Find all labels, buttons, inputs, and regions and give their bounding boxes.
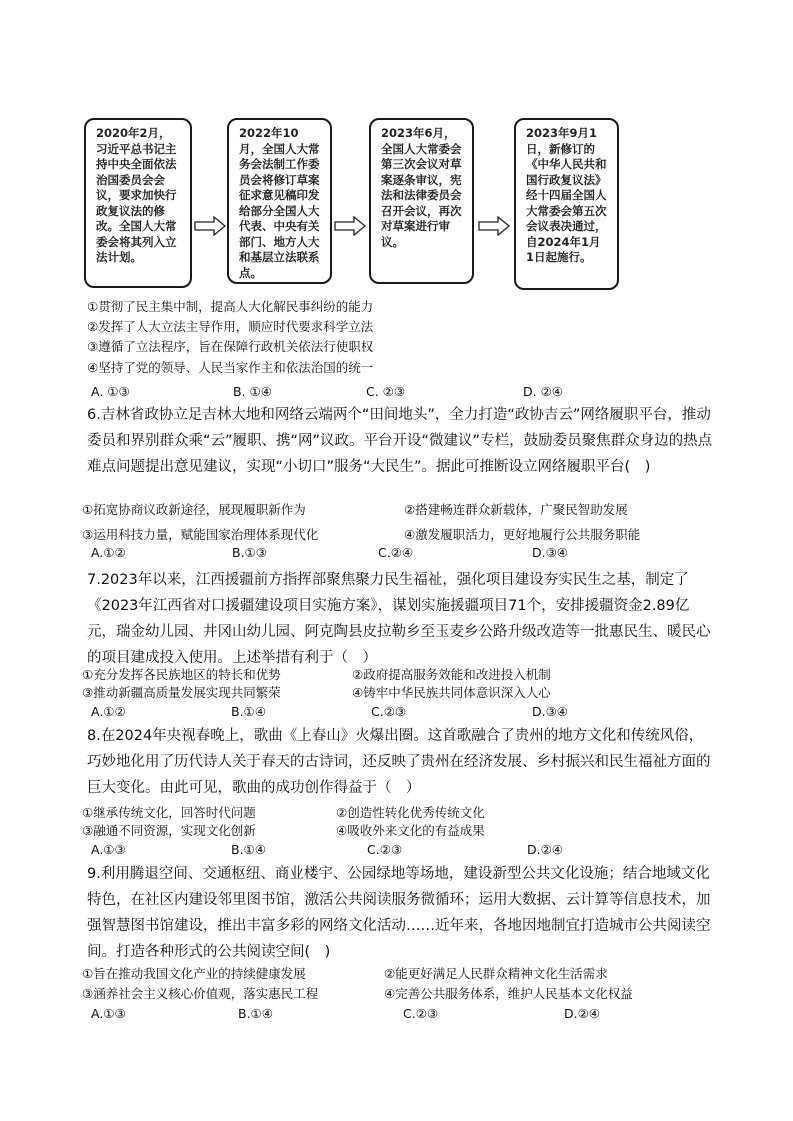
- q9-option-2: ②能更好满足人民群众精神文化生活需求: [384, 966, 608, 981]
- q8-option-4: ④吸收外来文化的有益成果: [336, 823, 485, 838]
- q6-stem: 6.吉林省政协立足吉林大地和网络云端两个“田间地头”，全力打造“政协吉云”网络履职平台，推动委员和界别群众乘“云”履职、携“网”议政。平台开设“微建议”专栏，鼓励委员聚焦群众身边的热点难点问题提出意见建议，实现“小切口”服务“大民生”。据此可推断设立网络履职平台( ): [87, 407, 713, 475]
- q8-option-1: ①继承传统文化，回答时代问题: [82, 805, 256, 820]
- choice-d: D.③④: [532, 704, 569, 719]
- q8-choices: [91, 842, 691, 860]
- q6-option-4: ④激发履职活力，更好地履行公共服务职能: [404, 527, 641, 542]
- flow-step-3: 2023年6月，全国人大常委会第三次会议对草案逐条审议，宪法和法律委员会召开会议，再次对草案进行审议。: [369, 118, 474, 284]
- right-arrow-icon: [194, 216, 226, 236]
- q6-choices: [91, 545, 691, 563]
- choice-b: B.①③: [232, 545, 267, 560]
- choice-b: B.①④: [231, 704, 266, 719]
- q7-option-1: ①充分发挥各民族地区的特长和优势: [82, 667, 281, 682]
- choice-b: B.①④: [231, 842, 266, 857]
- q5-option-1: ①贯彻了民主集中制，提高人大化解民事纠纷的能力: [87, 299, 374, 314]
- q6-option-1: ①拓宽协商议政新途径，展现履职新作为: [82, 502, 306, 517]
- q6-option-3: ③运用科技力量，赋能国家治理体系现代化: [82, 527, 319, 542]
- q5-option-2: ②发挥了人大立法主导作用，顺应时代要求科学立法: [87, 319, 374, 334]
- q7-choices: [91, 704, 691, 722]
- q5-choices: [91, 384, 691, 402]
- choice-a: A.①③: [91, 842, 126, 857]
- q8-option-3: ③融通不同资源，实现文化创新: [82, 823, 256, 838]
- choice-c: C.②③: [403, 1006, 439, 1021]
- q9-stem: 9.利用腾退空间、交通枢纽、商业楼宇、公园绿地等场地，建设新型公共文化设施；结合地域文化特色，在社区内建设邻里图书馆，激活公共阅读服务微循环；运用大数据、云计算等信息技术，加强智慧图书馆建设，推出丰富多彩的网络文化活动……近年来，各地因地制宜打造城市公共阅读空间。打造各种形式的公共阅读空间( ): [87, 866, 711, 960]
- q6-option-2: ②搭建畅连群众新载体，广聚民智助发展: [404, 502, 628, 517]
- q7-option-3: ③推动新疆高质量发展实现共同繁荣: [82, 685, 281, 700]
- flow-step-2: 2022年10月，全国人大常务会法制工作委员会将修订草案征求意见稿印发给部分全国人大代表、中央有关部门、地方人大和基层立法联系点。: [227, 118, 332, 284]
- right-arrow-icon: [478, 216, 510, 236]
- q9-option-4: ④完善公共服务体系，维护人民基本文化权益: [384, 986, 633, 1001]
- choice-c: C. ②③: [366, 384, 406, 399]
- choice-b: B.①④: [238, 1006, 273, 1021]
- choice-a: A.①②: [91, 704, 126, 719]
- choice-a: A.①③: [91, 1006, 126, 1021]
- q5-option-4: ④坚持了党的领导、人民当家作主和依法治国的统一: [87, 360, 374, 375]
- choice-c: C.②③: [371, 704, 407, 719]
- q7-option-4: ④铸牢中华民族共同体意识深入人心: [352, 685, 551, 700]
- q9-option-1: ①旨在推动我国文化产业的持续健康发展: [82, 966, 306, 981]
- right-arrow-icon: [334, 216, 366, 236]
- choice-c: C.②③: [367, 842, 403, 857]
- q5-option-3: ③遵循了立法程序，旨在保障行政机关依法行使职权: [87, 339, 374, 354]
- choice-d: D.②④: [564, 1006, 601, 1021]
- q9-choices: [91, 1006, 691, 1024]
- choice-d: D.②④: [527, 842, 564, 857]
- flow-step-1: 2020年2月，习近平总书记主持中央全面依法治国委员会会议，要求加快行政复议法的修改。全国人大常委会将其列入立法计划。: [84, 118, 192, 288]
- flow-step-4: 2023年9月1日，新修订的《中华人民共和国行政复议法》经十四届全国人大常委会第五次会议表决通过，自2024年1月1日起施行。: [514, 118, 619, 290]
- choice-a: A.①②: [91, 545, 126, 560]
- legislation-flow-diagram: [82, 118, 692, 294]
- q7-stem: 7.2023年以来，江西援疆前方指挥部聚焦聚力民生福祉，强化项目建设夯实民生之基，制定了《2023年江西省对口援疆建设项目实施方案》，谋划实施援疆项目71个，安排援疆资金2.89亿元，瑞金幼儿园、井冈山幼儿园、阿克陶县皮拉勒乡至玉麦乡公路升级改造等一批惠民生、暖民心的项目建成投入使用。上述举措有利于（ ）: [87, 572, 711, 666]
- q8-option-2: ②创造性转化优秀传统文化: [336, 805, 485, 820]
- q7-option-2: ②政府提高服务效能和改进投入机制: [352, 667, 551, 682]
- choice-d: D.③④: [532, 545, 569, 560]
- choice-b: B. ①④: [233, 384, 272, 399]
- q8-stem: 8.在2024年央视春晚上，歌曲《上春山》火爆出圈。这首歌融合了贵州的地方文化和传统风俗，巧妙地化用了历代诗人关于春天的古诗词，还反映了贵州在经济发展、乡村振兴和民生福祉方面的巨大变化。由此可见，歌曲的成功创作得益于（ ）: [87, 728, 711, 796]
- choice-c: C.②④: [378, 545, 414, 560]
- choice-a: A. ①③: [91, 384, 130, 399]
- choice-d: D. ②④: [523, 384, 563, 399]
- q9-option-3: ③涵养社会主义核心价值观，落实惠民工程: [82, 986, 319, 1001]
